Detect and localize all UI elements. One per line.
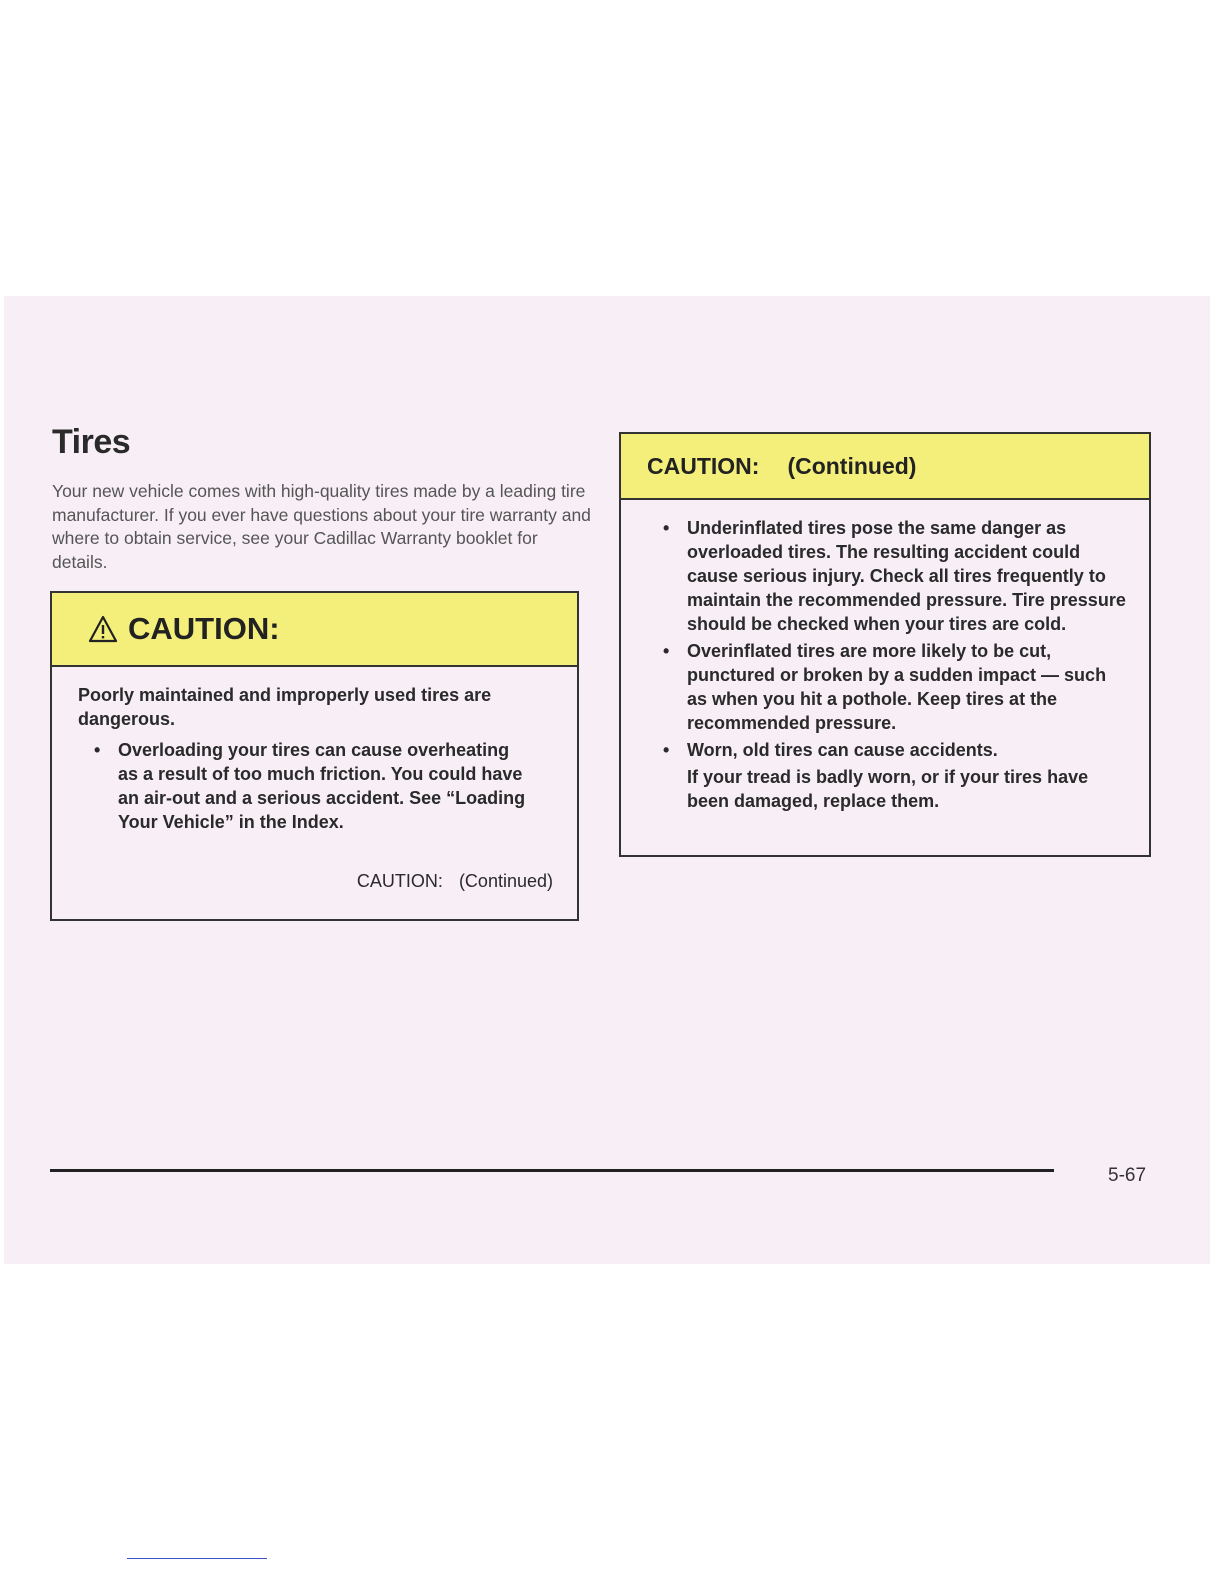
bottom-link-underline xyxy=(127,1558,267,1559)
list-item xyxy=(661,738,1131,813)
continued-label: CAUTION: xyxy=(356,871,443,891)
footer-divider xyxy=(50,1169,1054,1172)
list-item: • Underinflated tires pose the same danger as overloaded tires. The resulting accident could cause serious injury. Check all tires frequently to maintain the recommended pressure. Tire pressure should be checked when your tires are cold. xyxy=(661,516,1131,636)
warning-triangle-icon xyxy=(88,615,118,643)
caution-box-1 xyxy=(50,591,579,921)
list-item-text: Worn, old tires can cause accidents. xyxy=(687,740,998,760)
caution-label: CAUTION: xyxy=(647,452,760,479)
caution-lead-text: Poorly maintained and improperly used tires are dangerous. xyxy=(78,685,492,729)
intro-paragraph: Your new vehicle comes with high-quality tires made by a leading tire manufacturer. If you ever have questions about your tire warranty and where to obtain service, see your Cadillac Warranty booklet for details. xyxy=(52,481,591,572)
continued-suffix: (Continued) xyxy=(458,871,553,891)
continued-suffix: (Continued) xyxy=(787,452,917,479)
page-number: 5-67 xyxy=(1108,1165,1147,1186)
caution-banner xyxy=(52,593,577,667)
list-item: • Overloading your tires can cause overheating as a result of too much friction. You could have an air-out and a serious accident. See “Loading Your Vehicle” in the Index. xyxy=(92,738,532,834)
caution-box-2 xyxy=(619,432,1151,857)
page-title: Tires xyxy=(52,423,131,461)
caution-bullet-list xyxy=(92,738,532,834)
caution-continued-note xyxy=(357,871,553,892)
list-item: • Overinflated tires are more likely to be cut, punctured or broken by a sudden impact — such as when you hit a pothole. Keep tires at the recommended pressure. xyxy=(661,639,1131,735)
closing-text: If your tread is badly worn, or if your tires have been damaged, replace them. xyxy=(687,767,1089,811)
caution-continued-banner xyxy=(621,434,1149,500)
caution-bullet-list xyxy=(661,516,1131,816)
caution-label: CAUTION: xyxy=(128,611,280,646)
